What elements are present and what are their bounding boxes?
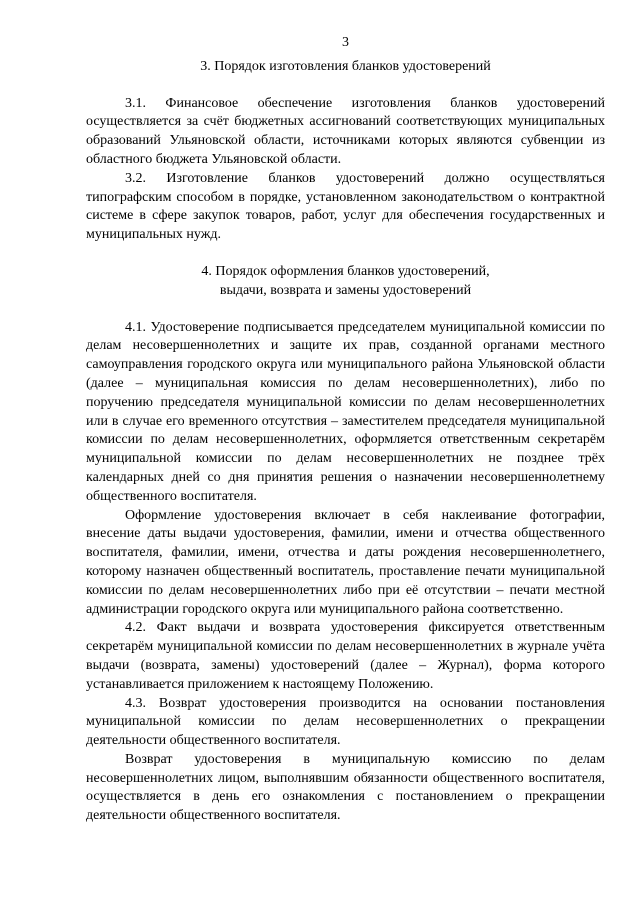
paragraph-4-3: 4.3. Возврат удостоверения производится на основании постановления муниципальной комиссии по делам несовершеннолетних о прекращении деятельности общественного воспитателя. [86,695,605,749]
page-number: 3 [342,35,349,50]
spacer [86,245,605,263]
paragraph-4-3-cont: Возврат удостоверения в муниципальную комиссию по делам несовершеннолетних лицом, выполнявшим обязанности общественного воспитателя, осуществляется в день его ознакомления с постановлением о прекращении деятельности общественного воспитателя. [86,751,605,824]
section-4-heading-line-2: выдачи, возврата и замены удостоверений [219,282,472,298]
paragraph-3-2: 3.2. Изготовление бланков удостоверений должно осуществляться типографским способом в порядке, установленном законодательством о контрактной системе в сфере закупок товаров, работ, услуг для обеспечения государственных и муниципальных нужд. [86,170,605,243]
section-3-heading [86,58,605,77]
paragraph-3-1: 3.1. Финансовое обеспечение изготовления бланков удостоверений осуществляется за счёт бюджетных ассигнований соответствующих муниципальных образований Ульяновской области, источниками которых являются субвенции из областного бюджета Ульяновской области. [86,95,605,167]
paragraph-4-1: 4.1. Удостоверение подписывается председателем муниципальной комиссии по делам несовершеннолетних и защите их прав, созданной органами местного самоуправления городского округа или муниципального района Ульяновской области (далее – муниципальная комиссия по делам несовершеннолетних), либо по поручению председателя муниципальной комиссии по делам несовершеннолетних или в случае его временного отсутствия – заместителем председателя муниципальной комиссии по делам несовершеннолетних, оформляется ответственным секретарём муниципальной комиссии по делам несовершеннолетних не позднее трёх календарных дней со дня принятия решения о назначении несовершеннолетнему общественного воспитателя. [86,319,605,504]
paragraph-4-1-cont: Оформление удостоверения включает в себя наклеивание фотографии, внесение даты выдачи удостоверения, фамилии, имени и отчества общественного воспитателя, фамилии, имени, отчества и даты рождения несовершеннолетнего, которому назначен общественный воспитатель, проставление печати муниципальной комиссии по делам несовершеннолетних либо при её отсутствии – печати местной администрации городского округа или муниципального района соответственно. [86,507,605,617]
section-4-heading-line-1: 4. Порядок оформления бланков удостоверений, [201,263,490,279]
section-4-heading [86,263,605,301]
paragraph-4-2: 4.2. Факт выдачи и возврата удостоверения фиксируется ответственным секретарём муниципальной комиссии по делам несовершеннолетних в журнале учёта выдачи (возврата, замены) удостоверений (далее – Журнал), форма которого устанавливается приложением к настоящему Положению. [86,620,605,692]
section-3-heading-text: 3. Порядок изготовления бланков удостоверений [200,58,491,74]
